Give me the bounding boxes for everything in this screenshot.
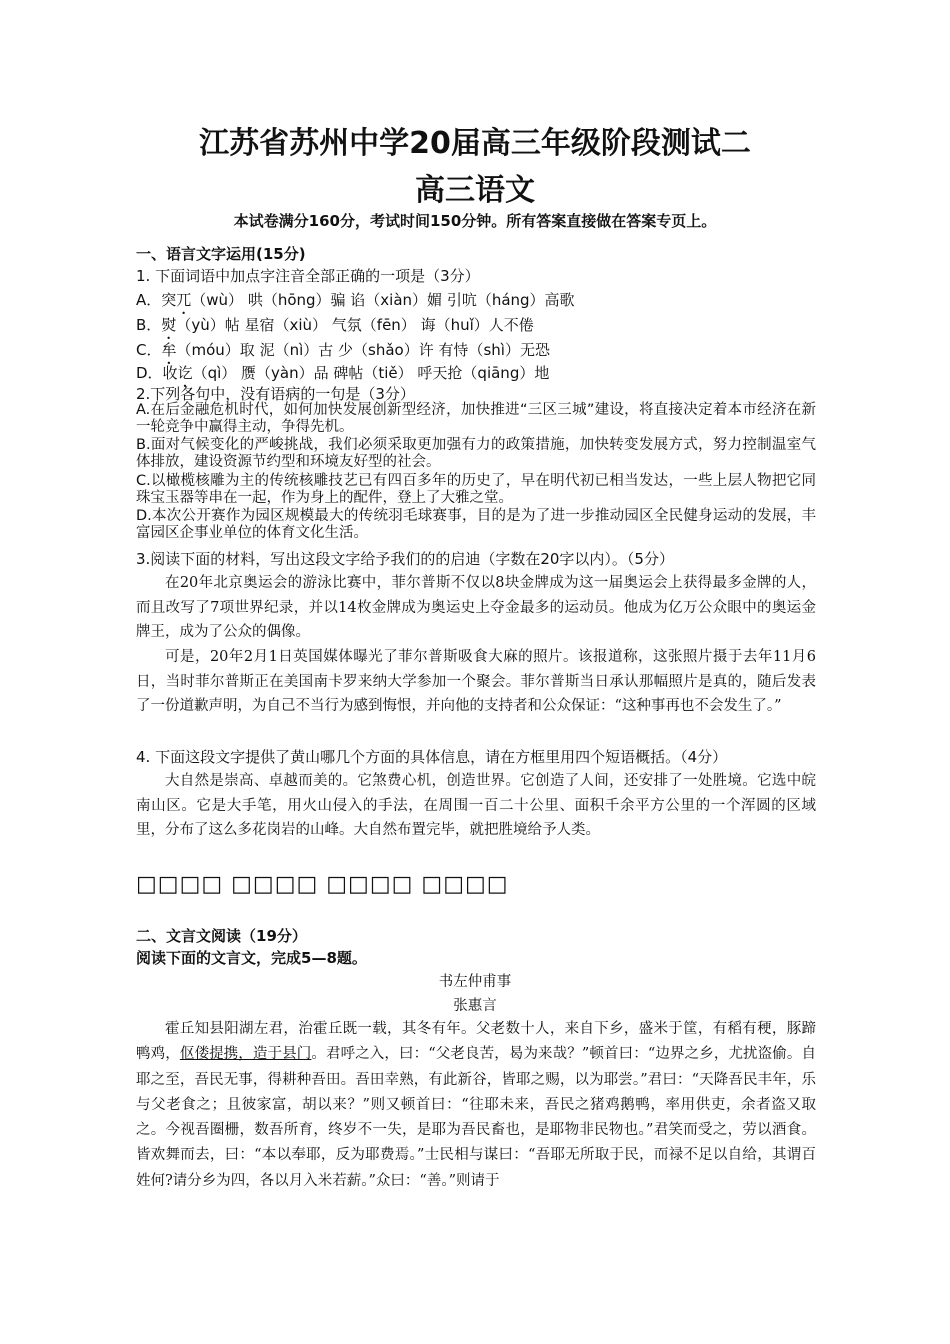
q1-option-b-post: （yù）帖 星宿（xiù） 气氛（fēn） 诲（huǐ）人不倦 [176, 316, 534, 334]
classical-passage-part-1: 霍丘知县阳湖左君，治霍丘既一载，其冬有年。父老数十人，来自下乡，盛米于筐，有稻有稉，豚蹄鸭鸡， [136, 1021, 816, 1063]
q2-option-b: B.面对气候变化的严峻挑战，我们必须采取更加强有力的政策措施，加快转变发展方式，努力控制温室气体排放，建设资源节约型和环境友好型的社会。 [136, 437, 816, 470]
q1-option-b-pre: B． [136, 316, 162, 334]
q4-stem: 4. 下面这段文字提供了黄山哪几个方面的具体信息，请在方框里用四个短语概括。（4分） [136, 748, 728, 766]
classical-passage-underlined: 伛偻提携，造于县门 [179, 1046, 312, 1063]
exam-title: 江苏省苏州中学20届高三年级阶段测试二 [199, 126, 751, 161]
classical-text-author: 张惠言 [453, 998, 497, 1014]
q1-option-c-post: （móu）取 泥（nì）古 少（shǎo）许 有恃（shì）无恐 [176, 341, 550, 359]
q1-option-a-post: （wù） 哄（hōng）骗 谄（xiàn）媚 引吭（háng）高歌 [191, 291, 575, 309]
q1-option-c-dotted-char: 牟 [161, 341, 177, 359]
q1-option-d-post: （qì） 赝（yàn）品 碑帖（tiě） 呼天抢（qiāng）地 [192, 364, 550, 382]
section2-instruction: 阅读下面的文言文，完成5—8题。 [136, 949, 367, 967]
q4-paragraph: 大自然是崇高、卓越而美的。它煞费心机，创造世界。它创造了人间，还安排了一处胜境。它选中皖南山区。它是大手笔，用火山侵入的手法，在周围一百二十公里、面积千余平方公里的一个浑圆的区域里，分布了这么多花岗岩的山峰。大自然布置完毕，就把胜境给予人类。 [136, 773, 816, 838]
q1-option-c-pre: C． [136, 341, 162, 359]
exam-notice: 本试卷满分160分，考试时间150分钟。所有答案直接做在答案专页上。 [233, 212, 717, 230]
section1-heading: 一、语言文字运用(15分) [136, 245, 306, 263]
subject-title: 高三语文 [415, 173, 535, 208]
classical-passage-part-2: 。君呼之入，曰：“父老良苦，曷为来哉？”顿首曰：“边界之乡，尤扰盗偷。自耶之至，吾民无事，得耕种吾田。吾田幸熟，有此新谷，皆耶之赐，以为耶尝。”君曰：“天降吾民丰年，乐与父老食之；且彼家富，胡以来？”则又顿首曰：“往耶未来，吾民之猪鸡鹅鸭，率用供吏，余者盗又取之。今视吾圈栅，数吾所育，终岁不一失，是耶为吾民畜也，是耶物非民物也。”君笑而受之，劳以酒食。皆欢舞而去，曰：“本以奉耶，反为耶费焉。”士民相与谋曰：“吾耶无所取于民，而禄不足以自给，其谓百姓何?请分乡为四，各以月入米若薪。”众曰：“善。”则请于 [136, 1046, 817, 1189]
q2-option-a: A.在后金融危机时代，如何加快发展创新型经济，加快推进“三区三城”建设，将直接决定着本市经济在新一轮竞争中赢得主动，争得先机。 [136, 402, 816, 435]
classical-passage [136, 1017, 816, 1194]
q1-option-d-dotted-char: 讫 [177, 364, 193, 382]
q2-option-c: C.以橄榄核雕为主的传统核雕技艺已有四百多年的历史了，早在明代初已相当发达，一些上层人物把它同珠宝玉器等串在一起，作为身上的配件，登上了大雅之堂。 [136, 473, 816, 506]
q1-option-b-dotted-char: 熨 [161, 316, 177, 334]
section2-heading: 二、文言文阅读（19分） [136, 927, 307, 945]
classical-text-title: 书左仲甫事 [438, 974, 512, 990]
q1-option-a-pre: A．突 [136, 291, 177, 309]
q2-stem: 2.下列各句中，没有语病的一句是（3分） [136, 385, 415, 403]
q3-stem: 3.阅读下面的材料，写出这段文字给予我们的的启迪（字数在20字以内）。（5分） [136, 550, 674, 568]
q3-paragraph-2: 可是，20年2月1日英国媒体曝光了菲尔普斯吸食大麻的照片。该报道称，这张照片摄于去年11月6日，当时菲尔普斯正在美国南卡罗来纳大学参加一个聚会。菲尔普斯当日承认那幅照片是真的，随后发表了一份道歉声明，为自己不当行为感到悔恨，并向他的支持者和公众保证：“这种事再也不会发生了。” [136, 649, 816, 714]
q3-paragraph-1: 在20年北京奥运会的游泳比赛中，菲尔普斯不仅以8块金牌成为这一届奥运会上获得最多金牌的人，而且改写了7项世界纪录，并以14枚金牌成为奥运史上夺金最多的运动员。他成为亿万公众眼中的奥运金牌王，成为了公众的偶像。 [136, 575, 816, 640]
q4-answer-boxes: □□□□ □□□□ □□□□ □□□□ [136, 872, 509, 897]
q1-option-a-dotted-char: 兀 [176, 291, 192, 309]
q1-stem: 1. 下面词语中加点字注音全部正确的一项是（3分） [136, 267, 480, 285]
q2-option-d: D.本次公开赛作为园区规模最大的传统羽毛球赛事，目的是为了进一步推动园区全民健身运动的发展，丰富园区企事业单位的体育文化生活。 [136, 508, 816, 541]
q1-option-d-pre: D．收 [136, 364, 178, 382]
